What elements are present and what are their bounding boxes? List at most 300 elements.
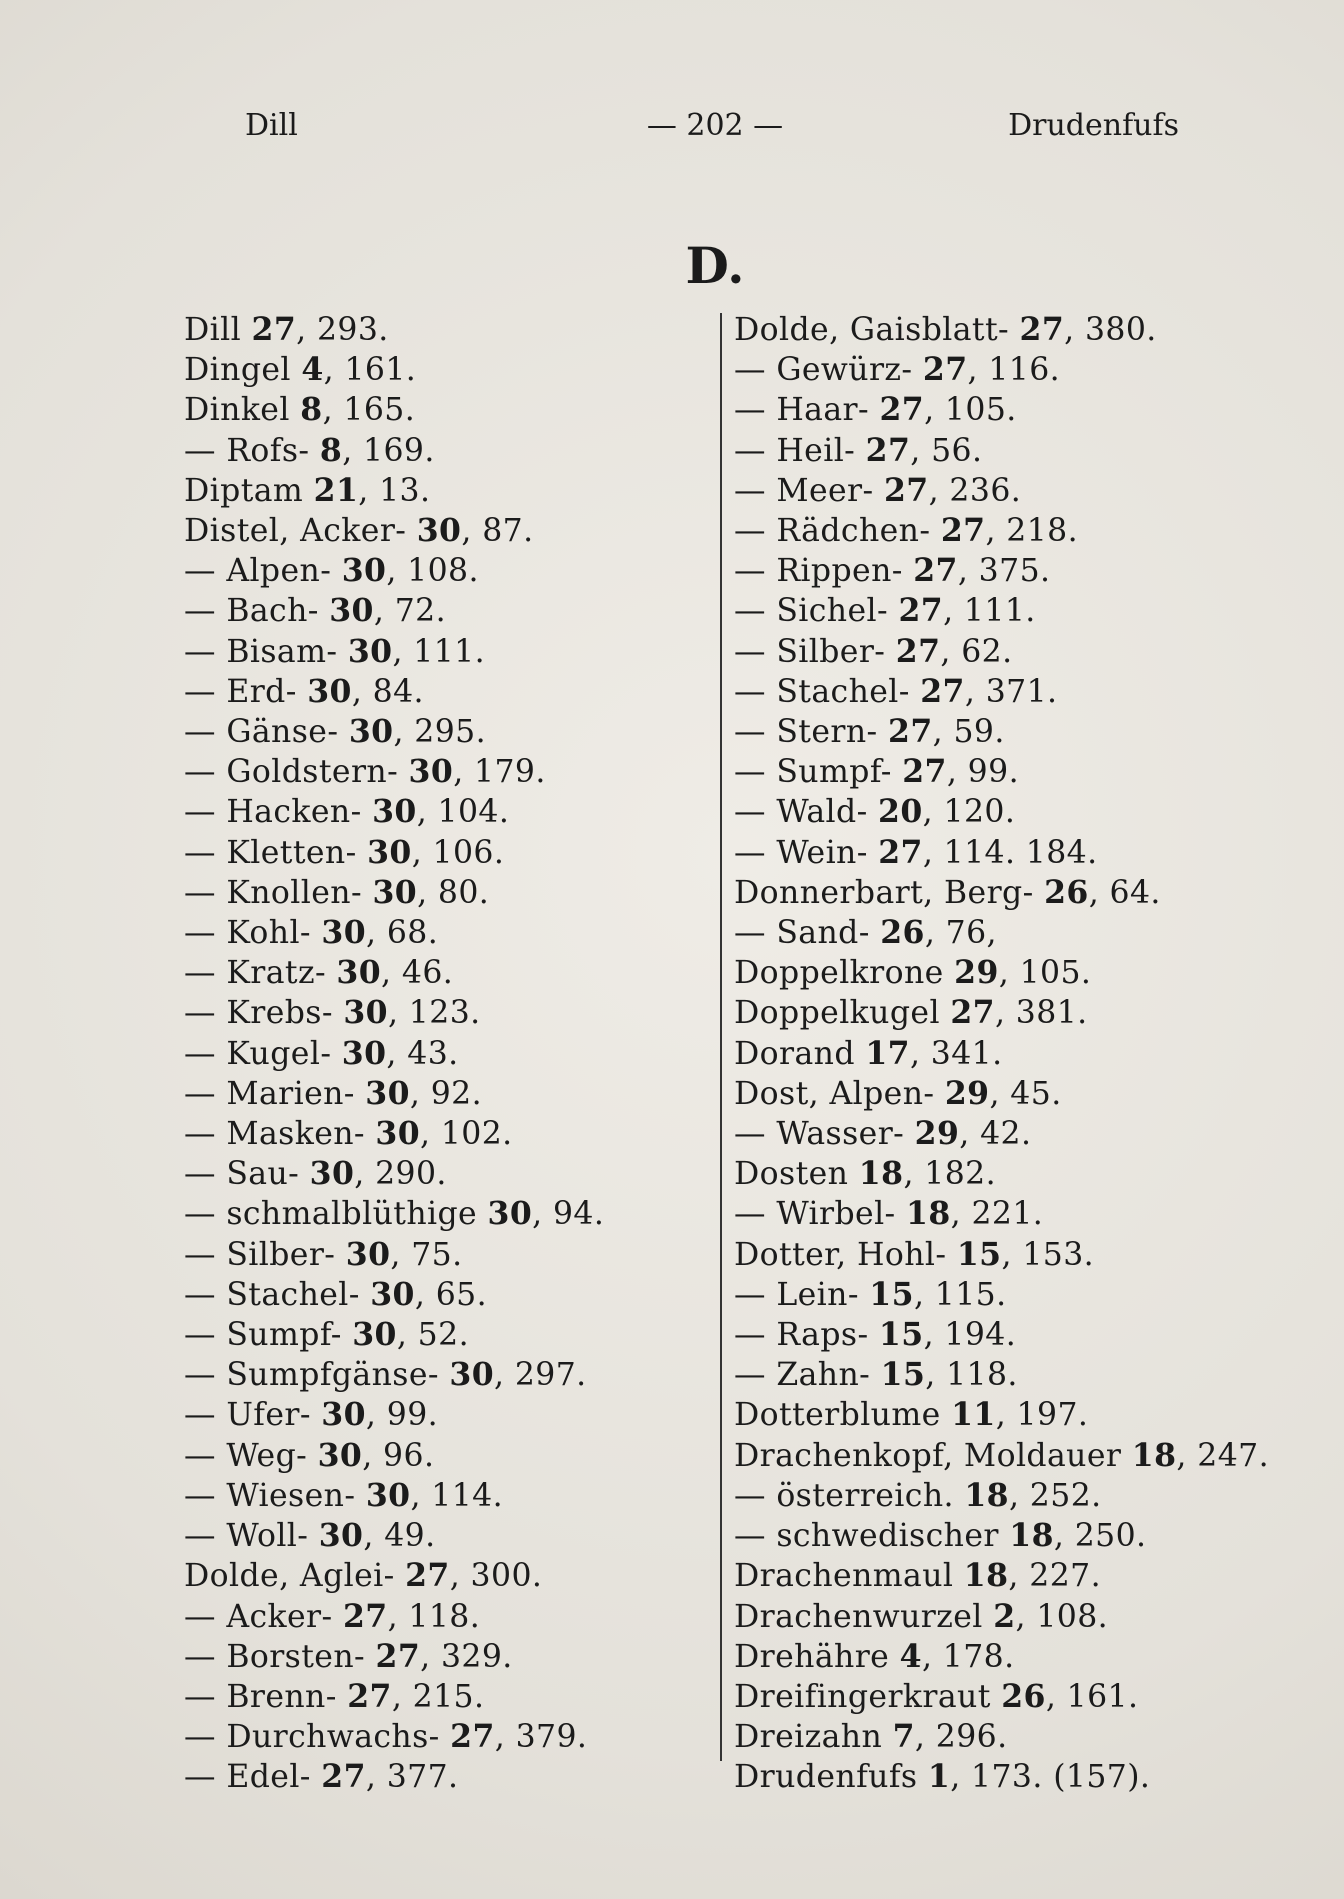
entry-page-refs: , 114. [410,1477,504,1514]
entry-page-refs: , 87. [461,513,534,550]
entry-page-refs: , 104. [416,794,510,831]
entry-volume: 30 [365,1074,410,1112]
entry-term: — Wasser- [734,1116,915,1153]
entry-page-refs: , 65. [414,1276,487,1313]
index-entry [734,873,1269,913]
entry-term: — Haar- [734,392,880,429]
entry-term: — Stachel- [184,1276,371,1313]
entry-term: — Raps- [734,1317,879,1354]
entry-page-refs: , 218. [985,513,1079,550]
entry-term: — Edel- [184,1759,322,1796]
entry-term: Drudenfufs [734,1759,928,1796]
entry-term: Doppelkrone [734,955,955,992]
index-entry [734,1637,1269,1677]
entry-term: — Weg- [184,1437,318,1474]
entry-volume: 27 [920,672,965,710]
entry-page-refs: , 116. [967,352,1061,389]
entry-page-refs: , 108. [1015,1598,1109,1635]
entry-term: — Rippen- [734,553,914,590]
entry-volume: 27 [347,1677,392,1715]
index-entry [184,1194,604,1234]
entry-page-refs: , 194. [923,1317,1017,1354]
entry-term: — Kletten- [184,834,368,871]
index-entry [184,511,604,551]
entry-volume: 30 [317,1436,363,1474]
entry-page-refs: , 64. [1088,874,1161,911]
header-right-catchword: Drudenfufs [1008,108,1179,143]
entry-volume: 20 [878,793,923,831]
index-entry [184,1114,604,1154]
entry-page-refs: , 76, [924,915,997,952]
index-entry [184,833,604,873]
entry-volume: 7 [892,1718,915,1756]
entry-volume: 30 [347,632,393,670]
index-entry [184,1677,604,1717]
index-entry [734,833,1269,873]
header-left-catchword: Dill [245,108,298,143]
entry-term: — Wirbel- [734,1196,907,1233]
index-entry [184,591,604,631]
index-entry [184,672,604,712]
index-entry [184,310,604,350]
entry-volume: 30 [321,1396,366,1434]
entry-term: — Heil- [734,432,866,469]
entry-volume: 27 [922,351,968,389]
index-entry [184,1395,604,1435]
entry-term: — Sand- [734,915,881,952]
entry-page-refs: , 197. [995,1397,1089,1434]
entry-term: Dolde, Gaisblatt- [734,312,1020,348]
entry-page-refs: , 247. [1176,1437,1269,1474]
entry-page-refs: , 118. [387,1598,481,1635]
entry-term: — Meer- [734,472,884,509]
index-entry [734,1717,1269,1757]
index-entry [734,1677,1269,1717]
entry-term: — Sumpf- [734,754,903,791]
index-entry [734,471,1269,511]
entry-page-refs: , 215. [391,1678,485,1715]
entry-volume: 8 [319,431,343,469]
entry-page-refs: , 161. [1045,1678,1139,1715]
index-entry [734,1194,1269,1234]
index-entry [184,712,604,752]
entry-term: Donnerbart, Berg- [734,874,1045,911]
entry-volume: 27 [940,512,986,550]
entry-volume: 27 [865,431,911,469]
entry-volume: 1 [927,1758,951,1796]
index-entry [734,752,1269,792]
entry-volume: 27 [950,994,995,1032]
entry-volume: 18 [858,1155,904,1193]
index-entry [184,1717,604,1757]
index-entry [734,431,1269,471]
entry-volume: 30 [352,1316,397,1354]
entry-page-refs: , 300. [449,1558,543,1595]
index-entry [184,1556,604,1596]
entry-volume: 27 [898,592,944,630]
entry-term: — Gewürz- [734,352,923,389]
entry-page-refs: , 178. [921,1638,1015,1675]
entry-term: — Durchwachs- [184,1719,451,1756]
entry-term: — Hacken- [184,794,373,831]
entry-page-refs: , 94. [532,1196,605,1233]
entry-page-refs: , 169. [342,432,435,469]
index-entry [184,1315,604,1355]
entry-term: — Silber- [184,1236,346,1273]
index-entry [184,632,604,672]
entry-term: — Bisam- [184,633,348,670]
entry-volume: 30 [341,1034,387,1072]
entry-term: — Lein- [734,1276,870,1313]
entry-volume: 11 [951,1396,996,1434]
entry-volume: 29 [914,1115,960,1153]
entry-term: — Kratz- [184,955,337,992]
entry-volume: 30 [372,793,417,831]
index-entry [734,712,1269,752]
entry-volume: 15 [869,1275,914,1313]
index-entry [184,1436,604,1476]
entry-volume: 18 [1131,1436,1177,1474]
index-entry [734,1114,1269,1154]
entry-page-refs: , 114. 184. [922,834,1098,871]
entry-page-refs: , 377. [365,1759,459,1796]
entry-page-refs: , 250. [1053,1518,1147,1555]
entry-volume: 27 [878,833,923,871]
index-entry [734,1476,1269,1516]
entry-term: — Goldstern- [184,754,409,791]
entry-term: Dingel [184,352,302,389]
entry-term: Dotter, Hohl- [734,1236,957,1273]
entry-volume: 30 [367,833,412,871]
entry-page-refs: , 62. [940,633,1013,670]
index-entry [734,551,1269,591]
entry-page-refs: , 381. [994,995,1088,1032]
index-entry [184,792,604,832]
entry-volume: 27 [405,1557,450,1595]
entry-term: Dreizahn [734,1719,893,1756]
entry-term: — Wein- [734,834,879,871]
entry-volume: 27 [321,1758,366,1796]
entry-volume: 30 [487,1195,533,1233]
entry-volume: 21 [313,471,359,509]
entry-term: — Brenn- [184,1678,348,1715]
entry-volume: 30 [336,954,382,992]
entry-page-refs: , 252. [1008,1477,1102,1514]
index-entry [734,1516,1269,1556]
entry-volume: 30 [449,1356,495,1394]
index-entry [184,752,604,792]
index-entry [734,390,1269,430]
index-entry [734,993,1269,1033]
index-entry [184,1516,604,1556]
entry-page-refs: , 45. [989,1075,1062,1112]
entry-page-refs: , 371. [964,673,1058,710]
entry-volume: 26 [880,914,925,952]
index-entry [184,1034,604,1074]
index-entry [184,1476,604,1516]
entry-volume: 30 [416,512,462,550]
index-column-left [184,310,604,1798]
entry-term: — Marien- [184,1075,366,1112]
index-entry [184,471,604,511]
entry-page-refs: , 295. [393,714,487,751]
index-entry [184,1637,604,1677]
entry-volume: 2 [993,1597,1016,1635]
entry-page-refs: , 99. [946,754,1019,791]
entry-term: Doppelkugel [734,995,951,1032]
entry-page-refs: , 80. [417,874,490,911]
index-entry [184,1757,604,1797]
entry-term: — Sichel- [734,593,899,630]
entry-page-refs: , 105. [998,955,1092,992]
entry-term: — Acker- [184,1598,343,1635]
entry-page-refs: , 221. [950,1196,1044,1233]
entry-page-refs: , 92. [409,1075,483,1112]
index-entry [184,551,604,591]
entry-page-refs: , 56. [910,432,983,469]
index-entry [734,913,1269,953]
entry-term: — Kohl- [184,915,322,952]
entry-page-refs: , 106. [411,834,505,871]
entry-term: Drachenwurzel [734,1598,994,1635]
index-column-right [734,310,1269,1798]
entry-volume: 18 [1009,1517,1054,1555]
entry-term: — Wiesen- [184,1477,366,1514]
entry-volume: 15 [878,1316,924,1354]
entry-term: — Wald- [734,794,879,831]
entry-volume: 27 [913,552,958,590]
entry-term: — Stachel- [734,673,921,710]
index-entry [734,1395,1269,1435]
entry-page-refs: , 68. [366,915,439,952]
index-entry [184,913,604,953]
index-entry [734,1074,1269,1114]
index-entry [734,1034,1269,1074]
entry-page-refs: , 102. [420,1116,513,1153]
entry-page-refs: , 111. [943,593,1036,630]
entry-term: Drachenmaul [734,1558,964,1595]
entry-page-refs: , 379. [494,1719,588,1756]
index-entry [734,350,1269,390]
entry-volume: 30 [343,994,388,1032]
entry-term: — Krebs- [184,995,344,1032]
entry-page-refs: , 115. [913,1276,1007,1313]
entry-volume: 30 [365,1476,411,1514]
index-entry [184,431,604,471]
entry-page-refs: , 179. [453,754,546,791]
entry-page-refs: , 13. [358,472,431,509]
index-entry [734,591,1269,631]
index-entry [184,350,604,390]
entry-term: — Zahn- [734,1357,881,1394]
running-head [0,108,1344,152]
entry-term: Dinkel [184,392,301,429]
entry-page-refs: , 108. [386,553,479,590]
entry-term: — Woll- [184,1518,319,1555]
entry-volume: 30 [318,1517,364,1555]
entry-page-refs: , 297. [494,1357,587,1394]
entry-page-refs: , 173. (157). [950,1759,1151,1796]
entry-term: — Masken- [184,1116,376,1153]
entry-page-refs: , 380. [1064,312,1157,348]
index-entry [734,1436,1269,1476]
entry-page-refs: , 296. [914,1719,1008,1756]
column-divider [720,313,722,1761]
entry-term: Dorand [734,1035,866,1072]
entry-volume: 18 [906,1195,951,1233]
entry-term: Dolde, Aglei- [184,1558,406,1595]
entry-volume: 29 [944,1074,990,1112]
entry-volume: 27 [251,311,297,348]
entry-volume: 27 [902,753,947,791]
index-entry [734,1275,1269,1315]
entry-term: — Silber- [734,633,896,670]
entry-term: Dreifingerkraut [734,1678,1002,1715]
entry-volume: 15 [956,1235,1002,1273]
index-entry [734,672,1269,712]
index-entry [734,1315,1269,1355]
entry-term: Drehähre [734,1638,900,1675]
entry-volume: 30 [375,1115,421,1153]
entry-term: — Bach- [184,593,330,630]
entry-volume: 27 [888,713,933,751]
entry-term: Dill [184,312,252,348]
entry-page-refs: , 161. [323,352,417,389]
entry-volume: 26 [1001,1677,1046,1715]
index-entry [734,310,1269,350]
entry-volume: 30 [341,552,387,590]
entry-term: Diptam [184,472,314,509]
entry-page-refs: , 43. [386,1035,459,1072]
entry-volume: 4 [301,351,324,389]
entry-page-refs: , 96. [362,1437,435,1474]
entry-page-refs: , 52. [396,1317,469,1354]
entry-volume: 30 [309,1155,355,1193]
entry-page-refs: , 49. [363,1518,436,1555]
index-entry [184,1597,604,1637]
entry-volume: 30 [408,753,454,791]
entry-term: Dosten [734,1156,859,1193]
entry-page-refs: , 111. [392,633,486,670]
index-entry [184,1355,604,1395]
entry-volume: 18 [963,1557,1009,1595]
index-entry [734,1154,1269,1194]
index-entry [734,1757,1269,1797]
entry-volume: 30 [348,713,394,751]
entry-page-refs: , 165. [322,392,416,429]
entry-volume: 15 [880,1356,926,1394]
entry-page-refs: , 118. [925,1357,1018,1394]
entry-volume: 30 [370,1275,415,1313]
entry-volume: 17 [865,1034,910,1072]
entry-page-refs: , 341. [909,1035,1003,1072]
entry-term: — Stern- [734,714,888,751]
entry-page-refs: , 290. [354,1156,447,1193]
entry-term: — Borsten- [184,1638,376,1675]
entry-page-refs: , 236. [928,472,1022,509]
entry-page-refs: , 75. [390,1236,463,1273]
entry-term: — Gänse- [184,714,349,751]
entry-term: — Erd- [184,673,308,710]
entry-page-refs: , 182. [903,1156,997,1193]
index-entry [734,1556,1269,1596]
entry-page-refs: , 59. [932,714,1005,751]
entry-volume: 27 [375,1637,421,1675]
entry-volume: 27 [883,471,929,509]
entry-page-refs: , 227. [1008,1558,1101,1595]
entry-volume: 27 [450,1718,495,1756]
entry-term: Dost, Alpen- [734,1075,945,1112]
entry-volume: 30 [372,873,418,911]
entry-volume: 30 [307,672,352,710]
index-entry [184,1235,604,1275]
entry-page-refs: , 293. [296,312,389,348]
entry-volume: 27 [895,632,941,670]
index-entry [184,953,604,993]
entry-term: — Knollen- [184,874,373,911]
index-entry [734,1355,1269,1395]
index-entry [184,873,604,913]
entry-volume: 30 [321,914,367,952]
entry-page-refs: , 84. [351,673,424,710]
entry-term: — Sumpf- [184,1317,353,1354]
index-entry [734,1235,1269,1275]
entry-term: Distel, Acker- [184,513,417,550]
entry-page-refs: , 120. [922,794,1016,831]
entry-term: — Alpen- [184,553,342,590]
entry-volume: 27 [1019,311,1065,348]
entry-volume: 18 [964,1476,1009,1514]
entry-volume: 8 [300,391,323,429]
index-entry [734,953,1269,993]
entry-page-refs: , 153. [1001,1236,1095,1273]
entry-page-refs: , 375. [957,553,1051,590]
section-letter-heading: D. [685,236,745,295]
entry-page-refs: , 99. [365,1397,439,1434]
entry-volume: 29 [954,954,999,992]
entry-volume: 4 [899,1637,922,1675]
entry-page-refs: , 105. [924,392,1017,429]
entry-page-refs: , 123. [387,995,481,1032]
entry-page-refs: , 42. [959,1116,1032,1153]
index-entry [734,632,1269,672]
entry-page-refs: , 46. [381,955,454,992]
index-entry [184,390,604,430]
entry-volume: 30 [345,1235,391,1273]
entry-term: — Kugel- [184,1035,342,1072]
entry-term: Drachenkopf, Moldauer [734,1437,1132,1474]
entry-term: — Sumpfgänse- [184,1357,450,1394]
page-number: — 202 — [646,108,784,143]
entry-volume: 26 [1044,873,1089,911]
index-entry [184,1154,604,1194]
index-entry [184,1275,604,1315]
entry-volume: 27 [879,391,925,429]
index-entry [734,792,1269,832]
entry-term: — Ufer- [184,1397,322,1434]
entry-term: — Rofs- [184,432,320,469]
entry-term: — Sau- [184,1156,310,1193]
entry-volume: 27 [342,1597,388,1635]
entry-term: — österreich. [734,1477,965,1514]
index-entry [734,1597,1269,1637]
entry-volume: 30 [329,592,374,630]
index-entry [184,1074,604,1114]
entry-term: — schwedischer [734,1518,1010,1555]
index-entry [184,993,604,1033]
entry-term: — Rädchen- [734,513,941,550]
index-entry [734,511,1269,551]
